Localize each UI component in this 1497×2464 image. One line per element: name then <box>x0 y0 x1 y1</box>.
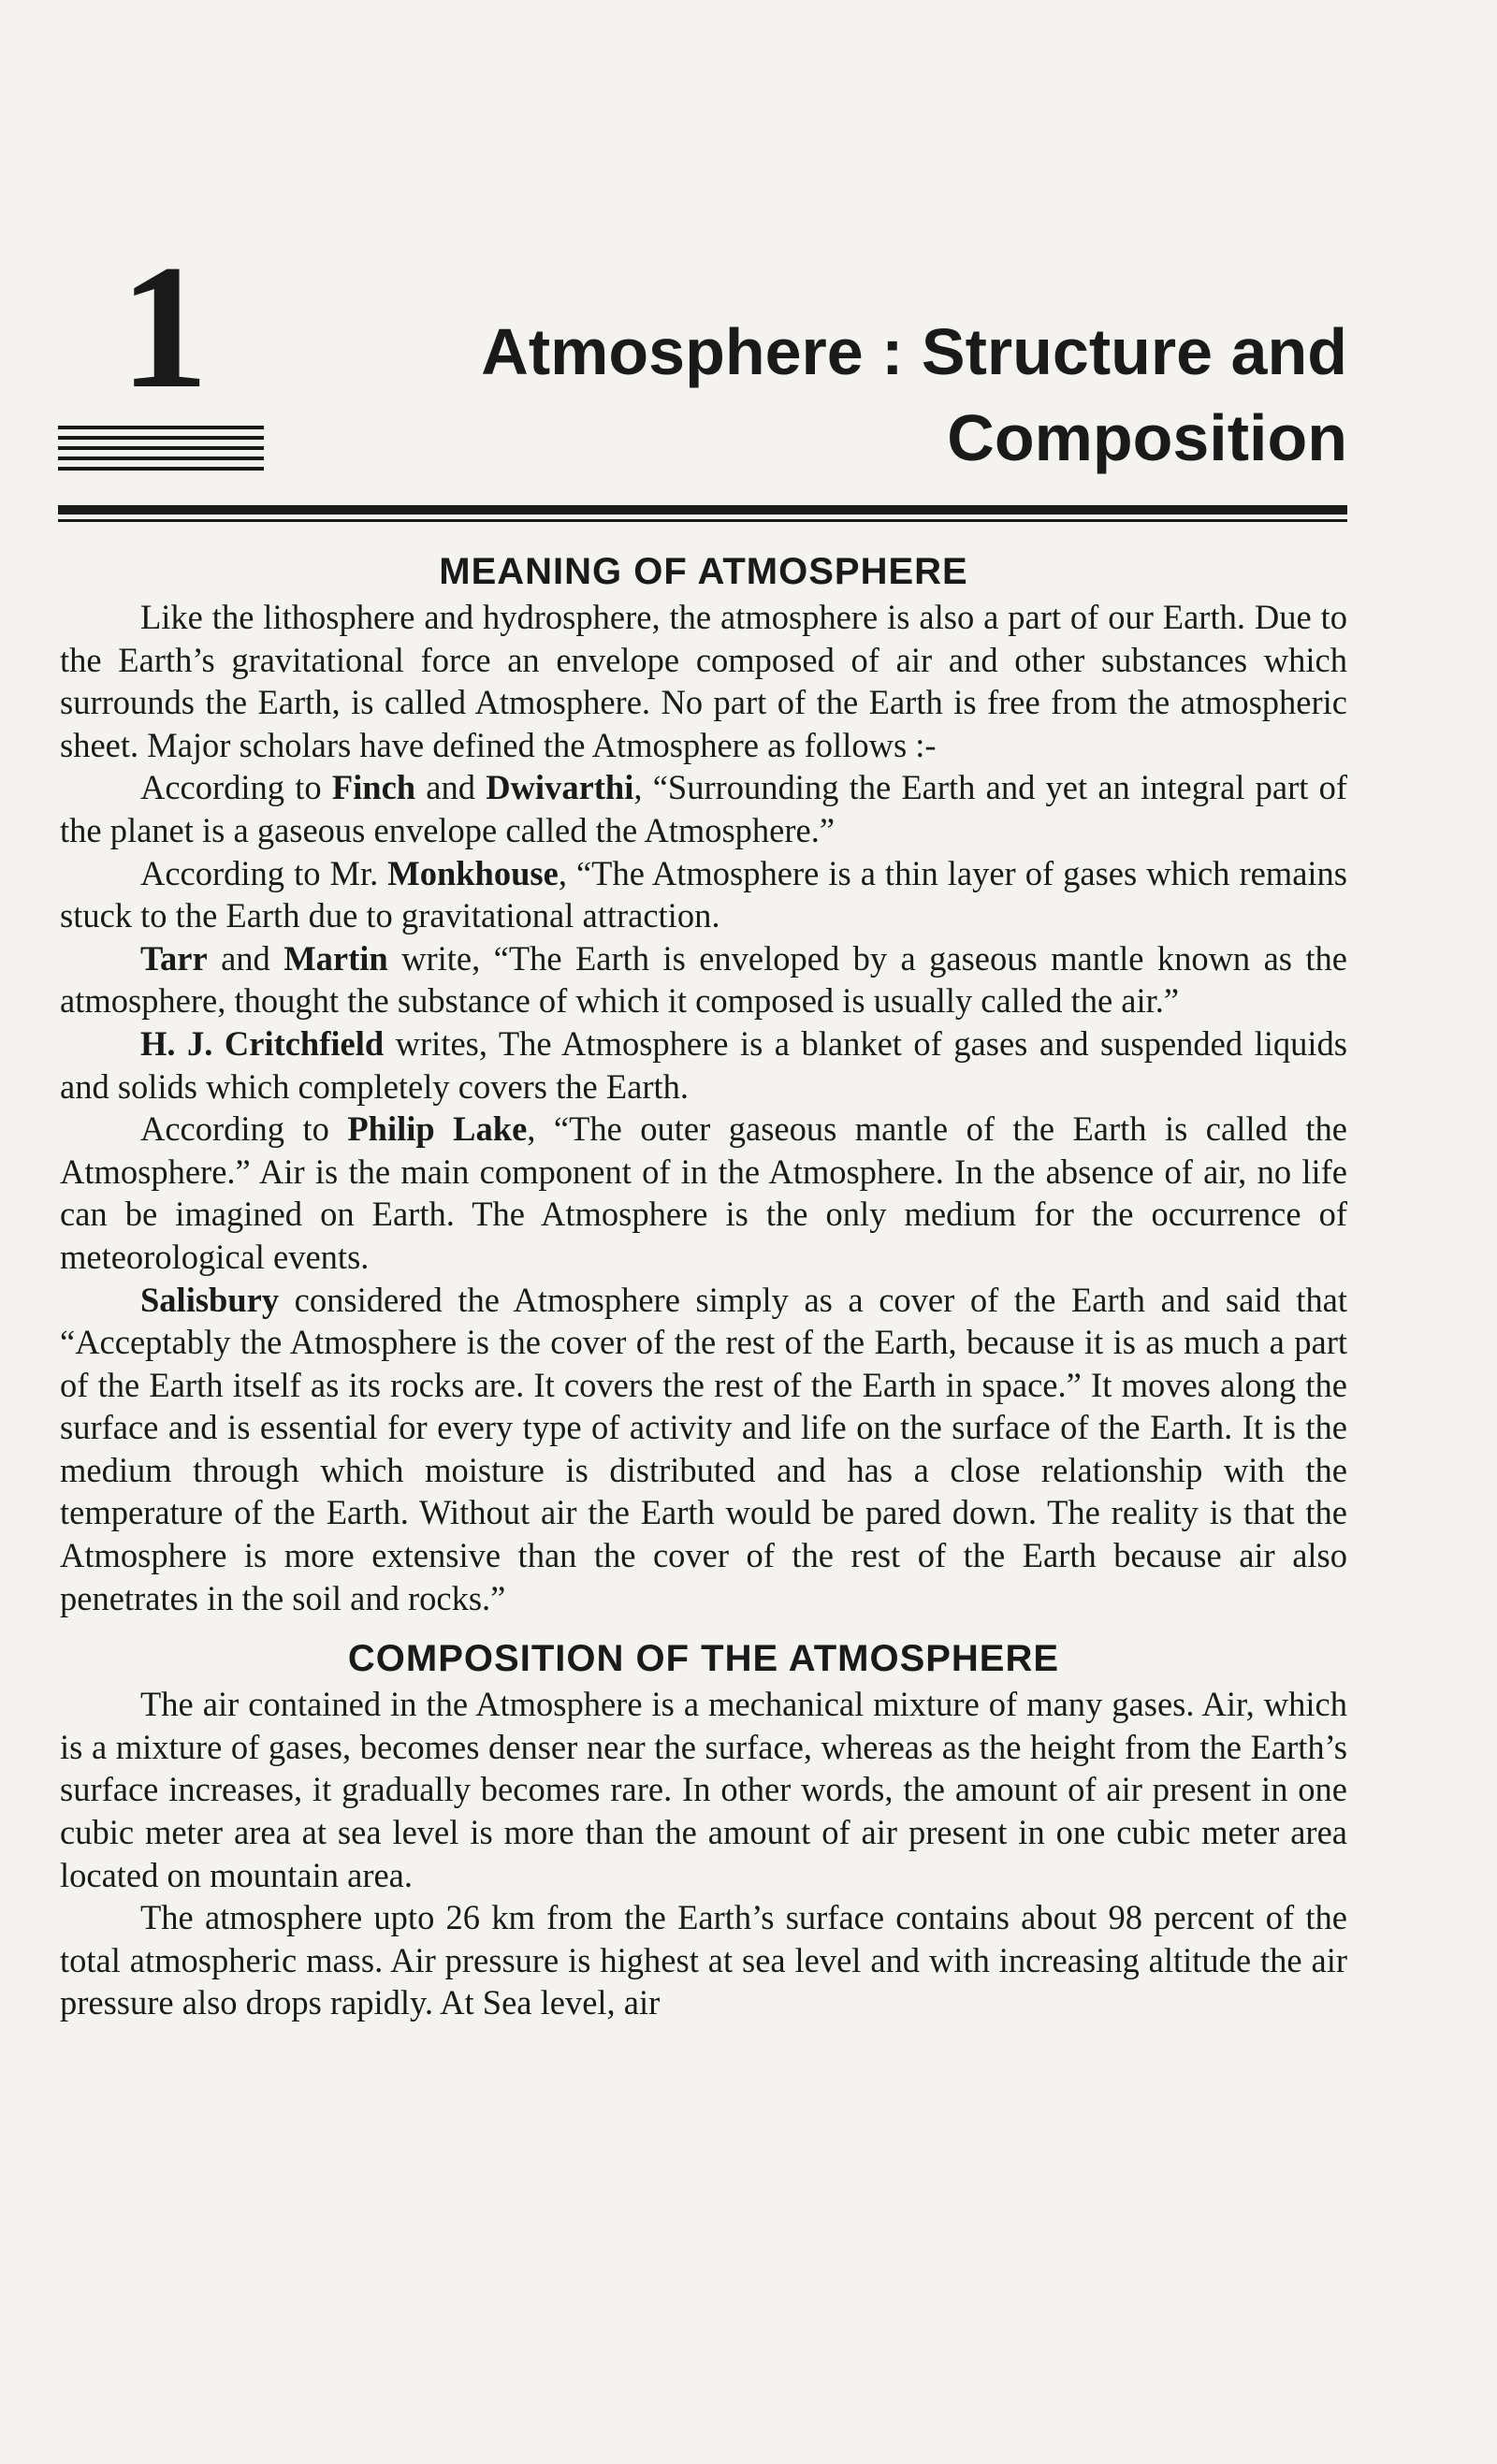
text-segment: and <box>207 938 284 978</box>
section-heading-composition: COMPOSITION OF THE ATMOSPHERE <box>347 1638 1060 1680</box>
chapter-number: 1 <box>120 229 209 426</box>
paragraph-intro: Like the lithosphere and hydrosphere, the atmosphere is also a part of our Earth. Due to the Earth’s gravitational force an envelope composed of air and other substances which surrounds the Earth, is called Atmosphere. No part of the Earth is free from the atmospheric sheet. Major scholars have defined the Atmosphere as follows :- <box>60 598 1347 764</box>
text-segment: , “The Atmosphere is a thin layer of gases which remains stuck to the Earth due to gravitational attraction. <box>60 853 1347 935</box>
author-name: Finch <box>331 768 416 807</box>
text-segment: and <box>415 768 487 807</box>
text-segment: According to <box>140 768 332 807</box>
chapter-title-line2: Composition <box>947 401 1347 474</box>
chapter-number-underline <box>58 426 264 477</box>
text-segment: , “Surrounding the Earth and yet an integral part of the planet is a gaseous envelope called the Atmosphere.” <box>60 768 1348 849</box>
author-name: Tarr <box>140 938 208 978</box>
paragraph-composition-1: The air contained in the Atmosphere is a mechanical mixture of many gases. Air, which is a mixture of gases, becomes denser near the surface, whereas as the height from the Earth’s surface increases, it gradually becomes rare. In other words, the amount of air present in one cubic meter area at sea level is more than the amount of air present in one cubic meter area located on mountain area. <box>60 1685 1347 1894</box>
chapter-title <box>412 309 1347 481</box>
author-name: Monkhouse <box>387 853 559 892</box>
author-name: Salisbury <box>140 1280 280 1319</box>
paragraph-tarr-martin <box>60 937 1347 1022</box>
paragraph-critchfield <box>60 1022 1347 1108</box>
paragraph-salisbury <box>60 1279 1347 1620</box>
page-content <box>60 547 1347 2024</box>
paragraph-philip-lake <box>60 1108 1347 1278</box>
chapter-title-line1: Atmosphere : Structure and <box>481 315 1347 388</box>
text-segment: considered the Atmosphere simply as a cover of the Earth and said that “Acceptably the Atmosphere is the cover of the rest of the Earth, because it is as much a part of the Earth itself as its rocks are. It covers the rest of the Earth in space.” It moves along the surface and is essential for every type of activity and life on the surface of the Earth. It is the medium through which moisture is distributed and has a close relationship with the temperature of the Earth. Without air the Earth would be pared down. The reality is that the Atmosphere is more extensive than the cover of the rest of the Earth because air also penetrates in the soil and rocks.” <box>60 1280 1347 1617</box>
author-name: Martin <box>283 938 388 978</box>
text-segment: write, “The Earth is enveloped by a gaseous mantle known as the atmosphere, thought the substance of which it composed is usually called the air.” <box>60 938 1348 1021</box>
paragraph-finch <box>60 766 1347 851</box>
author-name: H. J. Critchfield <box>140 1023 385 1063</box>
author-name: Dwivarthi <box>486 768 634 807</box>
title-rule-thin <box>58 519 1347 522</box>
text-segment: According to <box>140 1109 348 1149</box>
text-segment: writes, The Atmosphere is a blanket of gases and suspended liquids and solids which completely covers the Earth. <box>60 1023 1347 1106</box>
text-segment: According to Mr. <box>140 853 388 892</box>
title-rule <box>58 505 1347 515</box>
author-name: Philip Lake <box>347 1109 528 1149</box>
section-heading-meaning: MEANING OF ATMOSPHERE <box>439 551 968 592</box>
paragraph-monkhouse <box>60 852 1347 937</box>
paragraph-composition-2: The atmosphere upto 26 km from the Earth’s surface contains about 98 percent of the total atmospheric mass. Air pressure is highest at sea level and with increasing altitude the air pressure also drops rapidly. At Sea level, air <box>60 1898 1347 2022</box>
text-segment: , “The outer gaseous mantle of the Earth is called the Atmosphere.” Air is the main component of in the Atmosphere. In the absence of air, no life can be imagined on Earth. The Atmosphere is the only medium for the occurrence of meteorological events. <box>60 1109 1348 1276</box>
